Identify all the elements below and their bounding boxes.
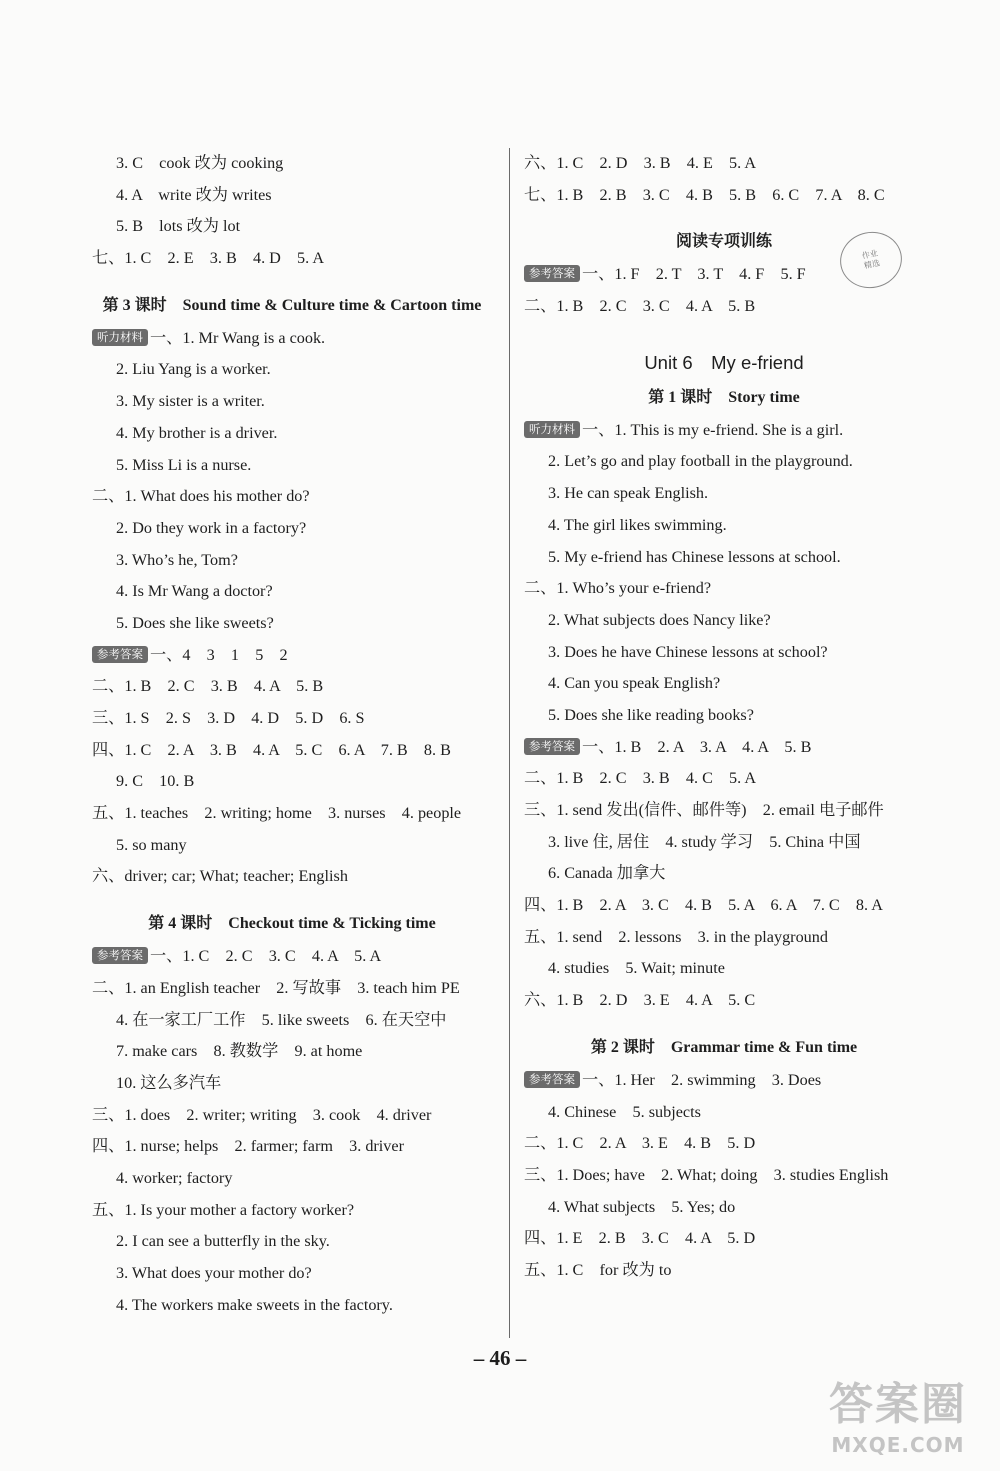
answer-line [92,703,492,735]
answer-line [524,732,924,764]
column-divider [509,148,510,1338]
answer-text: 3. He can speak English. [548,484,709,503]
answer-text: 二、1. Who’s your e-friend? [524,579,712,598]
answer-text: 7. make cars 8. 教数学 9. at home [116,1042,363,1061]
answer-line [524,573,924,605]
answer-line [524,922,924,954]
answer-text: 5. so many [116,835,187,854]
answer-line [92,576,492,608]
answer-text: 3. My sister is a writer. [116,392,265,411]
answer-line [524,1160,924,1192]
answer-text: 3. Does he have Chinese lessons at school? [548,642,828,661]
answer-line [92,243,492,275]
section-heading: 第 1 课时 Story time [648,388,800,406]
answer-text: 四、1. B 2. A 3. C 4. B 5. A 6. A 7. C 8. A [524,896,883,915]
answer-text: 七、1. B 2. B 3. C 4. B 5. B 6. C 7. A 8. C [524,185,885,204]
answer-text: 5. Miss Li is a nurse. [116,455,252,474]
answer-line [524,1223,924,1255]
answer-line [524,510,924,542]
section-heading: 第 4 课时 Checkout time & Ticking time [148,915,436,933]
answer-text: 二、1. B 2. C 3. B 4. C 5. A [524,769,757,788]
answer-text: 五、1. Is your mother a factory worker? [92,1200,355,1219]
answer-line [524,1097,924,1129]
answer-text: 4. What subjects 5. Yes; do [548,1197,736,1216]
answer-text: 4. Can you speak English? [548,674,721,693]
answer-text: 二、1. an English teacher 2. 写故事 3. teach him PE [92,978,460,997]
answer-line [92,513,492,545]
answer-text: 六、1. B 2. D 3. E 4. A 5. C [524,991,756,1010]
answer-line [524,1255,924,1287]
section-tag: 参考答案 [524,265,580,282]
right-column [524,148,924,1287]
answer-text: 三、1. send 发出(信件、邮件等) 2. email 电子邮件 [524,801,884,819]
unit-title: Unit 6 My e-friend [644,351,804,373]
answer-text: 2. Let’s go and play football in the playground. [548,452,853,471]
answer-line [92,1068,492,1100]
answer-text: 五、1. send 2. lessons 3. in the playground [524,927,828,946]
answer-text: 9. C 10. B [116,772,195,791]
answer-line [92,973,492,1005]
answer-line [92,798,492,830]
answer-line [92,481,492,513]
answer-text: 五、1. C for 改为 to [524,1260,672,1279]
answer-text: 2. What subjects does Nancy like? [548,610,771,629]
answer-line [92,1195,492,1227]
answer-text: 2. Do they work in a factory? [116,518,307,537]
answer-line [92,1036,492,1068]
section-heading: 第 2 课时 Grammar time & Fun time [590,1038,858,1056]
answer-line [92,830,492,862]
answer-line [524,415,924,447]
answer-text: 一、1. F 2. T 3. T 4. F 5. F [582,265,806,284]
answer-line [524,953,924,985]
answer-text: 一、4 3 1 5 2 [150,645,288,664]
answer-text: 2. Liu Yang is a worker. [116,360,271,379]
answer-line [92,1290,492,1322]
answer-line [524,827,924,859]
answer-line [524,1128,924,1160]
answer-text: 4. Chinese 5. subjects [548,1102,701,1121]
answer-line [524,763,924,795]
answer-line [92,1226,492,1258]
answer-line [524,605,924,637]
answer-text: 一、1. This is my e-friend. She is a girl. [582,420,844,439]
answer-line [92,1163,492,1195]
answer-line [92,1131,492,1163]
answer-line [92,640,492,672]
answer-line [524,478,924,510]
answer-text: 3. C cook 改为 cooking [116,154,284,172]
answer-text: 4. Is Mr Wang a doctor? [116,582,273,601]
stamp-seal-icon: 作业 精选 [835,226,907,294]
answer-text: 二、1. B 2. C 3. B 4. A 5. B [92,677,324,696]
answer-text: 3. What does your mother do? [116,1264,312,1282]
answer-text: 五、1. teaches 2. writing; home 3. nurses 4. people [92,804,462,823]
answer-line [92,148,492,180]
answer-text: 七、1. C 2. E 3. B 4. D 5. A [92,249,325,268]
section-tag: 参考答案 [524,1071,580,1088]
answer-text: 四、1. nurse; helps 2. farmer; farm 3. driver [92,1137,404,1156]
answer-text: 一、1. Mr Wang is a cook. [150,328,326,347]
answer-line [92,766,492,798]
answer-text: 3. live 住, 居住 4. study 学习 5. China 中国 [548,832,861,851]
answer-line [92,323,492,355]
answer-text: 一、1. B 2. A 3. A 4. A 5. B [582,737,812,756]
answer-line [92,1005,492,1037]
answer-line [92,211,492,243]
section-tag: 听力材料 [524,421,580,438]
answer-line [524,180,924,212]
answer-line [92,418,492,450]
answer-text: 5. Does she like reading books? [548,705,754,724]
answer-text: 4. The girl likes swimming. [548,515,727,534]
answer-line [92,608,492,640]
answer-text: 4. worker; factory [116,1168,233,1187]
section-tag: 参考答案 [92,947,148,964]
answer-text: 一、1. Her 2. swimming 3. Does [582,1070,822,1089]
answer-text: 六、1. C 2. D 3. B 4. E 5. A [524,154,757,172]
answer-line [524,542,924,574]
answer-line [92,1258,492,1290]
answer-text: 5. Does she like sweets? [116,613,274,632]
answer-line [92,354,492,386]
answer-text: 四、1. E 2. B 3. C 4. A 5. D [524,1229,756,1248]
answer-line [524,985,924,1017]
answer-text: 三、1. S 2. S 3. D 4. D 5. D 6. S [92,709,365,727]
answer-line [524,446,924,478]
left-column [92,148,492,1321]
section-tag: 参考答案 [524,738,580,755]
watermark-logo [808,1378,988,1466]
section-tag: 听力材料 [92,329,148,346]
answer-line [92,450,492,482]
answer-text: 4. A write 改为 writes [116,185,272,204]
answer-line [524,700,924,732]
answer-text: 二、1. C 2. A 3. E 4. B 5. D [524,1134,756,1153]
answer-line [524,668,924,700]
page-number: – 46 – [473,1346,527,1370]
answer-text: 三、1. Does; have 2. What; doing 3. studies English [524,1165,889,1184]
answer-line [524,291,924,323]
answer-text: 5. B lots 改为 lot [116,217,241,236]
answer-line [92,941,492,973]
answer-line [92,735,492,767]
watermark-url: MXQE.COM [831,1433,965,1457]
answer-line [524,1065,924,1097]
answer-line [92,671,492,703]
answer-line [92,861,492,893]
answer-text: 2. I can see a butterfly in the sky. [116,1232,330,1251]
answer-text: 3. Who’s he, Tom? [116,550,238,569]
section-heading: 第 3 课时 Sound time & Culture time & Cartoon time [102,296,482,314]
section-tag: 参考答案 [92,646,148,663]
answer-line [92,386,492,418]
answer-line [92,1100,492,1132]
answer-text: 5. My e-friend has Chinese lessons at school. [548,547,841,566]
answer-text: 4. The workers make sweets in the factory. [116,1295,393,1314]
answer-text: 4. 在一家工厂工作 5. like sweets 6. 在天空中 [116,1010,447,1029]
answer-line [524,148,924,180]
answer-line [524,890,924,922]
answer-text: 六、driver; car; What; teacher; English [92,867,348,886]
answer-text: 4. studies 5. Wait; minute [548,959,725,978]
answer-text: 10. 这么多汽车 [116,1073,222,1092]
answer-text: 三、1. does 2. writer; writing 3. cook 4. driver [92,1105,432,1124]
answer-line [524,1192,924,1224]
answer-text: 二、1. B 2. C 3. C 4. A 5. B [524,297,756,316]
answer-text: 一、1. C 2. C 3. C 4. A 5. A [150,947,382,966]
answer-line [92,180,492,212]
answer-text: 二、1. What does his mother do? [92,487,310,506]
watermark-main: 答案圈 [829,1379,967,1430]
answer-line [524,858,924,890]
answer-text: 四、1. C 2. A 3. B 4. A 5. C 6. A 7. B 8. B [92,740,451,759]
answer-text: 6. Canada 加拿大 [548,864,666,883]
section-heading: 阅读专项训练 [675,233,772,251]
answer-line [92,545,492,577]
answer-text: 4. My brother is a driver. [116,423,278,442]
answer-line [524,795,924,827]
answer-line [524,637,924,669]
